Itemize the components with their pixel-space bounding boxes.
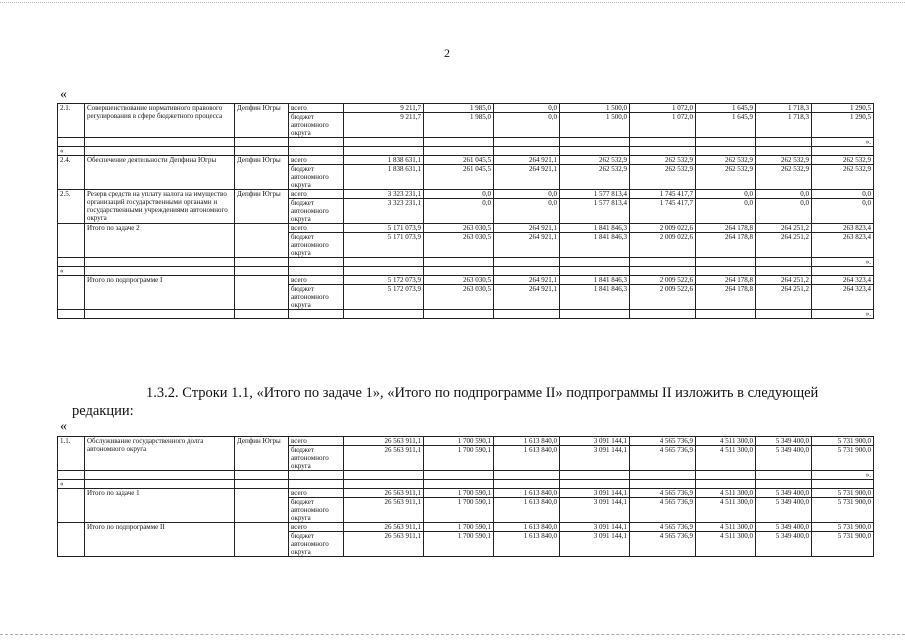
label-total: всего bbox=[289, 156, 344, 165]
label-budget: бюджет автономного округа bbox=[289, 532, 344, 557]
value-cell: 5 731 900,0 bbox=[812, 437, 874, 446]
value-cell: 0,0 bbox=[424, 199, 494, 224]
paragraph-line-2: редакции: bbox=[72, 403, 134, 419]
row-name: Резерв средств на уплату налога на имущество организаций государственными органами и государственными учреждениями автономного округа bbox=[85, 190, 235, 224]
close-quote: ». bbox=[812, 471, 874, 480]
value-cell: 26 563 911,1 bbox=[344, 498, 424, 523]
value-cell: 0,0 bbox=[812, 199, 874, 224]
table-separator-row bbox=[58, 267, 874, 276]
value-cell: 261 045,5 bbox=[424, 165, 494, 190]
value-cell: 1 613 840,0 bbox=[494, 532, 560, 557]
value-cell: 0,0 bbox=[494, 190, 560, 199]
value-cell: 4 511 300,0 bbox=[696, 532, 756, 557]
row-number: 2.4. bbox=[58, 156, 85, 190]
value-cell: 264 251,2 bbox=[756, 233, 812, 258]
label-total: всего bbox=[289, 437, 344, 446]
value-cell: 9 211,7 bbox=[344, 113, 424, 138]
value-cell: 1 577 813,4 bbox=[560, 190, 630, 199]
value-cell: 4 565 736,9 bbox=[630, 532, 696, 557]
value-cell: 1 841 846,3 bbox=[560, 276, 630, 285]
value-cell: 5 172 073,9 bbox=[344, 285, 424, 310]
value-cell: 26 563 911,1 bbox=[344, 437, 424, 446]
value-cell: 4 565 736,9 bbox=[630, 446, 696, 471]
value-cell: 264 251,2 bbox=[756, 285, 812, 310]
value-cell: 3 091 144,1 bbox=[560, 498, 630, 523]
value-cell: 1 700 590,1 bbox=[424, 437, 494, 446]
value-cell: 1 613 840,0 bbox=[494, 523, 560, 532]
value-cell: 262 532,9 bbox=[560, 165, 630, 190]
table-separator-row bbox=[58, 480, 874, 489]
value-cell: 262 532,9 bbox=[756, 156, 812, 165]
paragraph-line-1: 1.3.2. Строки 1.1, «Итого по задаче 1», «Итого по подпрограмме II» подпрограммы II изложить в следующей bbox=[146, 385, 819, 401]
scan-edge-bottom bbox=[0, 634, 905, 635]
table-separator-row bbox=[58, 138, 874, 147]
value-cell: 261 045,5 bbox=[424, 156, 494, 165]
value-cell: 263 030,5 bbox=[424, 224, 494, 233]
label-budget: бюджет автономного округа bbox=[289, 233, 344, 258]
value-cell: 1 700 590,1 bbox=[424, 446, 494, 471]
value-cell: 1 838 631,1 bbox=[344, 165, 424, 190]
value-cell: 1 841 846,3 bbox=[560, 233, 630, 258]
value-cell: 1 841 846,3 bbox=[560, 224, 630, 233]
value-cell: 264 921,1 bbox=[494, 156, 560, 165]
value-cell: 1 838 631,1 bbox=[344, 156, 424, 165]
value-cell: 0,0 bbox=[756, 199, 812, 224]
value-cell: 1 500,0 bbox=[560, 113, 630, 138]
row-number: 1.1. bbox=[58, 437, 85, 471]
value-cell: 4 511 300,0 bbox=[696, 523, 756, 532]
value-cell: 4 565 736,9 bbox=[630, 489, 696, 498]
value-cell: 1 500,0 bbox=[560, 104, 630, 113]
open-quote: « bbox=[58, 147, 85, 156]
table-row bbox=[58, 156, 874, 165]
value-cell: 0,0 bbox=[494, 113, 560, 138]
value-cell: 0,0 bbox=[756, 190, 812, 199]
value-cell: 0,0 bbox=[424, 190, 494, 199]
value-cell: 5 172 073,9 bbox=[344, 276, 424, 285]
value-cell: 3 091 144,1 bbox=[560, 523, 630, 532]
label-total: всего bbox=[289, 190, 344, 199]
label-budget: бюджет автономного округа bbox=[289, 165, 344, 190]
value-cell: 1 841 846,3 bbox=[560, 285, 630, 310]
value-cell: 263 030,5 bbox=[424, 233, 494, 258]
value-cell: 4 511 300,0 bbox=[696, 489, 756, 498]
value-cell: 1 577 813,4 bbox=[560, 199, 630, 224]
value-cell: 3 091 144,1 bbox=[560, 489, 630, 498]
value-cell: 3 323 231,1 bbox=[344, 199, 424, 224]
value-cell: 264 921,1 bbox=[494, 233, 560, 258]
row-name: Совершенствование нормативного правового регулирования в сфере бюджетного процесса bbox=[85, 104, 235, 138]
row-name: Обслуживание государственного долга автономного округа bbox=[85, 437, 235, 471]
open-quote: « bbox=[58, 480, 85, 489]
table-row bbox=[58, 190, 874, 199]
row-name: Итого по задаче 2 bbox=[85, 224, 235, 258]
value-cell: 4 565 736,9 bbox=[630, 523, 696, 532]
value-cell: 1 718,3 bbox=[756, 104, 812, 113]
value-cell: 1 745 417,7 bbox=[630, 199, 696, 224]
value-cell: 5 171 073,9 bbox=[344, 224, 424, 233]
value-cell: 1 613 840,0 bbox=[494, 446, 560, 471]
value-cell: 3 091 144,1 bbox=[560, 437, 630, 446]
value-cell: 3 091 144,1 bbox=[560, 532, 630, 557]
value-cell: 1 290,5 bbox=[812, 104, 874, 113]
value-cell: 1 290,5 bbox=[812, 113, 874, 138]
scan-edge-top bbox=[0, 2, 905, 3]
value-cell: 262 532,9 bbox=[756, 165, 812, 190]
value-cell: 262 532,9 bbox=[696, 156, 756, 165]
row-name: Итого по задаче 1 bbox=[85, 489, 235, 523]
label-budget: бюджет автономного округа bbox=[289, 113, 344, 138]
value-cell: 262 532,9 bbox=[812, 165, 874, 190]
value-cell: 2 009 522,6 bbox=[630, 285, 696, 310]
table-row bbox=[58, 224, 874, 233]
value-cell: 262 532,9 bbox=[630, 156, 696, 165]
row-name: Итого по подпрограмме I bbox=[85, 276, 235, 310]
value-cell: 1 985,0 bbox=[424, 104, 494, 113]
budget-table-2 bbox=[57, 436, 874, 557]
table-separator-row bbox=[58, 471, 874, 480]
value-cell: 1 645,9 bbox=[696, 113, 756, 138]
value-cell: 5 349 400,0 bbox=[756, 498, 812, 523]
value-cell: 26 563 911,1 bbox=[344, 446, 424, 471]
value-cell: 264 178,8 bbox=[696, 233, 756, 258]
value-cell: 3 091 144,1 bbox=[560, 446, 630, 471]
value-cell: 9 211,7 bbox=[344, 104, 424, 113]
value-cell: 2 009 522,6 bbox=[630, 276, 696, 285]
value-cell: 26 563 911,1 bbox=[344, 489, 424, 498]
value-cell: 1 985,0 bbox=[424, 113, 494, 138]
close-quote: ». bbox=[812, 258, 874, 267]
row-executor: Депфин Югры bbox=[235, 437, 289, 471]
value-cell: 1 645,9 bbox=[696, 104, 756, 113]
row-executor: Депфин Югры bbox=[235, 156, 289, 190]
table-row bbox=[58, 437, 874, 446]
table-row bbox=[58, 276, 874, 285]
value-cell: 1 072,0 bbox=[630, 113, 696, 138]
value-cell: 262 532,9 bbox=[696, 165, 756, 190]
table-separator-row bbox=[58, 310, 874, 319]
value-cell: 264 323,4 bbox=[812, 276, 874, 285]
value-cell: 0,0 bbox=[494, 104, 560, 113]
value-cell: 4 511 300,0 bbox=[696, 437, 756, 446]
row-name: Обеспечение деятельности Депфина Югры bbox=[85, 156, 235, 190]
value-cell: 1 613 840,0 bbox=[494, 498, 560, 523]
value-cell: 5 731 900,0 bbox=[812, 489, 874, 498]
value-cell: 26 563 911,1 bbox=[344, 523, 424, 532]
value-cell: 1 072,0 bbox=[630, 104, 696, 113]
value-cell: 1 700 590,1 bbox=[424, 523, 494, 532]
value-cell: 1 718,3 bbox=[756, 113, 812, 138]
value-cell: 1 613 840,0 bbox=[494, 489, 560, 498]
close-quote: ». bbox=[812, 138, 874, 147]
value-cell: 5 349 400,0 bbox=[756, 532, 812, 557]
table-separator-row bbox=[58, 147, 874, 156]
open-quote-table2: « bbox=[60, 419, 67, 434]
value-cell: 262 532,9 bbox=[560, 156, 630, 165]
value-cell: 263 823,4 bbox=[812, 224, 874, 233]
value-cell: 263 030,5 bbox=[424, 285, 494, 310]
label-budget: бюджет автономного округа bbox=[289, 498, 344, 523]
value-cell: 264 251,2 bbox=[756, 276, 812, 285]
value-cell: 5 349 400,0 bbox=[756, 489, 812, 498]
value-cell: 5 349 400,0 bbox=[756, 523, 812, 532]
value-cell: 1 700 590,1 bbox=[424, 489, 494, 498]
row-executor: Депфин Югры bbox=[235, 190, 289, 224]
value-cell: 5 731 900,0 bbox=[812, 532, 874, 557]
value-cell: 1 613 840,0 bbox=[494, 437, 560, 446]
value-cell: 264 323,4 bbox=[812, 285, 874, 310]
value-cell: 1 745 417,7 bbox=[630, 190, 696, 199]
label-budget: бюджет автономного округа bbox=[289, 199, 344, 224]
value-cell: 4 511 300,0 bbox=[696, 446, 756, 471]
label-total: всего bbox=[289, 276, 344, 285]
close-quote: ». bbox=[812, 310, 874, 319]
row-name: Итого по подпрограмме II bbox=[85, 523, 235, 557]
label-total: всего bbox=[289, 224, 344, 233]
value-cell: 0,0 bbox=[812, 190, 874, 199]
value-cell: 262 532,9 bbox=[630, 165, 696, 190]
table-row bbox=[58, 523, 874, 532]
value-cell: 5 349 400,0 bbox=[756, 437, 812, 446]
value-cell: 264 921,1 bbox=[494, 165, 560, 190]
value-cell: 4 511 300,0 bbox=[696, 498, 756, 523]
value-cell: 26 563 911,1 bbox=[344, 532, 424, 557]
label-budget: бюджет автономного округа bbox=[289, 285, 344, 310]
value-cell: 5 731 900,0 bbox=[812, 498, 874, 523]
label-total: всего bbox=[289, 104, 344, 113]
value-cell: 3 323 231,1 bbox=[344, 190, 424, 199]
value-cell: 262 532,9 bbox=[812, 156, 874, 165]
value-cell: 264 921,1 bbox=[494, 285, 560, 310]
value-cell: 4 565 736,9 bbox=[630, 498, 696, 523]
value-cell: 1 700 590,1 bbox=[424, 532, 494, 557]
value-cell: 264 178,8 bbox=[696, 224, 756, 233]
value-cell: 264 921,1 bbox=[494, 224, 560, 233]
value-cell: 2 009 022,6 bbox=[630, 233, 696, 258]
table-row bbox=[58, 489, 874, 498]
value-cell: 0,0 bbox=[696, 190, 756, 199]
value-cell: 5 171 073,9 bbox=[344, 233, 424, 258]
amendment-paragraph bbox=[72, 384, 872, 402]
label-total: всего bbox=[289, 523, 344, 532]
open-quote: « bbox=[58, 267, 85, 276]
open-quote-table1: « bbox=[60, 87, 67, 102]
value-cell: 264 251,2 bbox=[756, 224, 812, 233]
value-cell: 5 731 900,0 bbox=[812, 446, 874, 471]
value-cell: 264 178,8 bbox=[696, 285, 756, 310]
value-cell: 264 178,8 bbox=[696, 276, 756, 285]
value-cell: 264 921,1 bbox=[494, 276, 560, 285]
page-number: 2 bbox=[444, 46, 450, 60]
row-executor: Депфин Югры bbox=[235, 104, 289, 138]
value-cell: 4 565 736,9 bbox=[630, 437, 696, 446]
value-cell: 1 700 590,1 bbox=[424, 498, 494, 523]
value-cell: 0,0 bbox=[494, 199, 560, 224]
value-cell: 263 823,4 bbox=[812, 233, 874, 258]
row-number: 2.1. bbox=[58, 104, 85, 138]
budget-table-1 bbox=[57, 103, 874, 319]
label-total: всего bbox=[289, 489, 344, 498]
row-number: 2.5. bbox=[58, 190, 85, 224]
value-cell: 2 009 022,6 bbox=[630, 224, 696, 233]
value-cell: 5 349 400,0 bbox=[756, 446, 812, 471]
value-cell: 0,0 bbox=[696, 199, 756, 224]
table-separator-row bbox=[58, 258, 874, 267]
value-cell: 263 030,5 bbox=[424, 276, 494, 285]
table-row bbox=[58, 104, 874, 113]
label-budget: бюджет автономного округа bbox=[289, 446, 344, 471]
value-cell: 5 731 900,0 bbox=[812, 523, 874, 532]
